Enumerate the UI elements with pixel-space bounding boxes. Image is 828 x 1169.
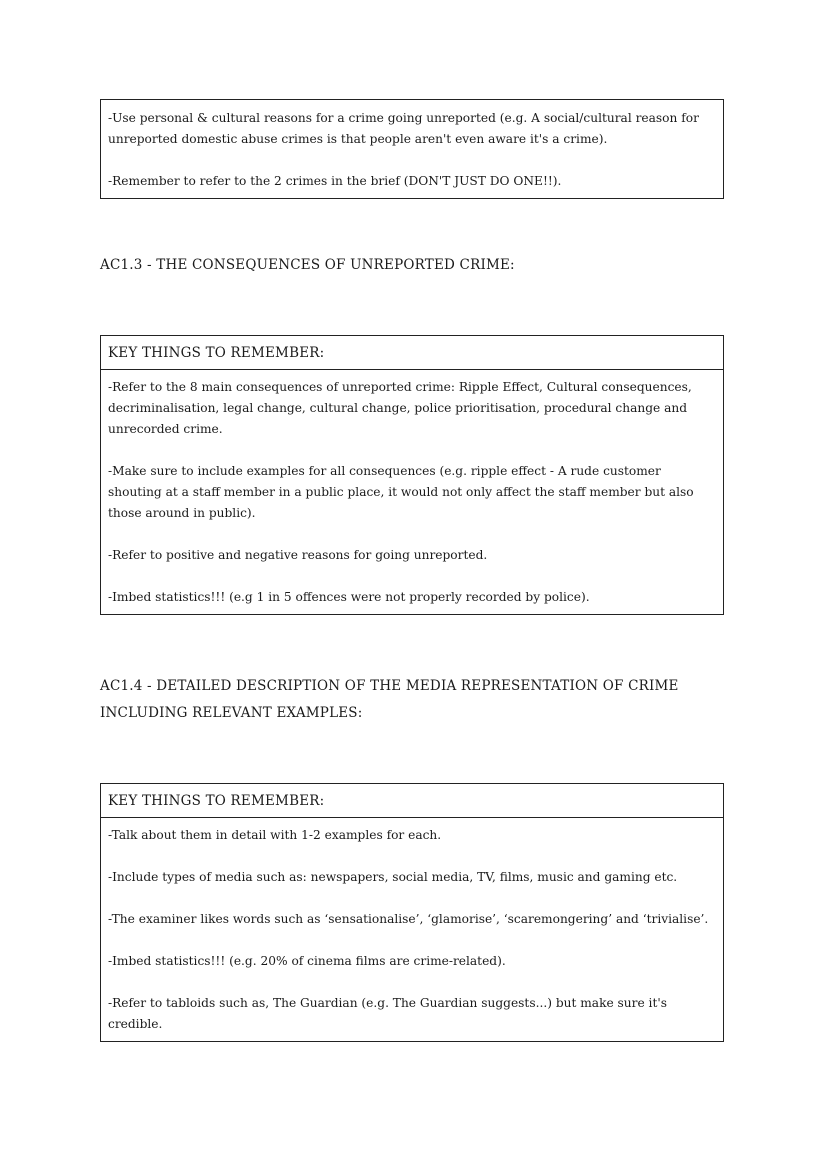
note-item: -Remember to refer to the 2 crimes in the brief (DON'T JUST DO ONE!!). [108,174,562,188]
note-item: -Talk about them in detail with 1-2 examples for each. [108,828,442,842]
continued-notes-box [100,99,724,199]
note-item: -Refer to the 8 main consequences of unreported crime: Ripple Effect, Cultural consequences, decriminalisation, legal change, cultural change, police prioritisation, procedural change and unrecorded crime. [108,380,692,436]
ac13-key-things-box [100,335,724,615]
ac14-box-body [101,818,723,1041]
ac13-heading: AC1.3 - THE CONSEQUENCES OF UNREPORTED CRIME: [100,257,515,273]
ac14-box-header: KEY THINGS TO REMEMBER: [101,784,723,818]
ac14-key-things-box [100,783,724,1042]
note-item: -Make sure to include examples for all consequences (e.g. ripple effect - A rude customer shouting at a staff member in a public place, it would not only affect the staff member but also those around in public). [108,464,694,520]
ac13-box-header: KEY THINGS TO REMEMBER: [101,336,723,370]
ac14-heading: AC1.4 - DETAILED DESCRIPTION OF THE MEDIA REPRESENTATION OF CRIME INCLUDING RELEVANT EXAMPLES: [100,678,679,721]
continued-notes-body [101,100,723,198]
note-item: -Refer to tabloids such as, The Guardian (e.g. The Guardian suggests...) but make sure it's credible. [108,996,667,1031]
note-item: -The examiner likes words such as ‘sensationalise’, ‘glamorise’, ‘scaremongering’ and ‘trivialise’. [108,912,709,926]
note-item: -Imbed statistics!!! (e.g. 20% of cinema films are crime-related). [108,954,506,968]
note-item: -Use personal & cultural reasons for a crime going unreported (e.g. A social/cultural reason for unreported domestic abuse crimes is that people aren't even aware it's a crime). [108,111,699,146]
ac13-box-body [101,370,723,614]
note-item: -Refer to positive and negative reasons for going unreported. [108,548,488,562]
note-item: -Imbed statistics!!! (e.g 1 in 5 offences were not properly recorded by police). [108,590,590,604]
note-item: -Include types of media such as: newspapers, social media, TV, films, music and gaming etc. [108,870,678,884]
